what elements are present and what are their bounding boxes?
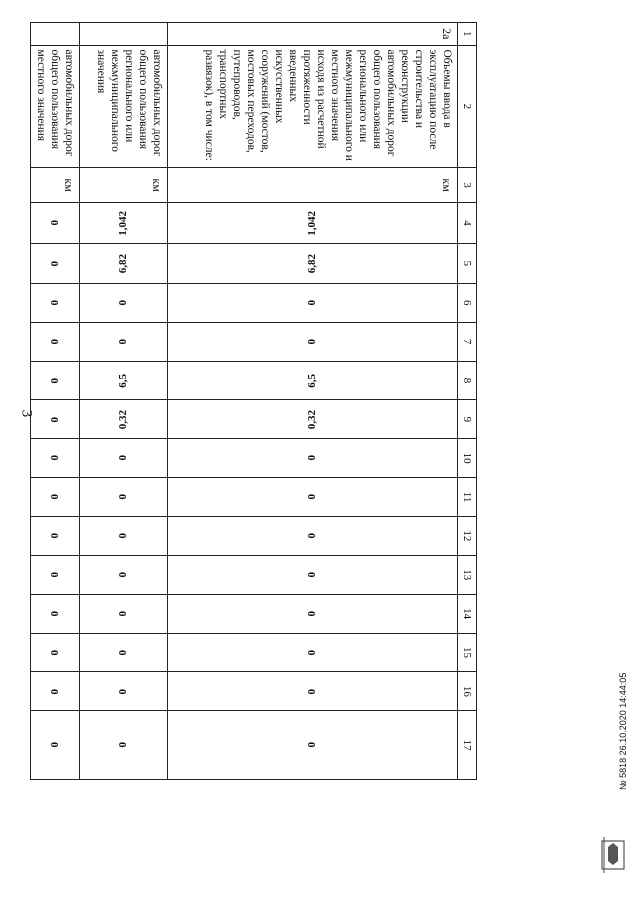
cell-c13: 0 [49, 572, 61, 578]
cell-c10: 0 [49, 455, 61, 461]
cell-c17: 0 [117, 742, 130, 748]
cell-c15: 0 [306, 649, 319, 656]
cell-c11: 0 [49, 494, 61, 500]
col-header-9: 9 [458, 400, 477, 439]
col-header-13: 13 [458, 555, 477, 594]
cell-c8: 6,5 [117, 373, 130, 388]
cell-c16: 0 [306, 688, 319, 695]
col-header-3: 3 [458, 168, 477, 203]
row-name: Объемы ввода в эксплуатацию после строительства и реконструкции автомобильных дорог общего пользования регионального или межмуниципального и местного значения исходя из расчетной протяженности введенных искусственных сооружений (мостов, мостовых переходов, путепроводов, транспортных развязок), в том числе: [168, 45, 458, 168]
cell-c11: 0 [117, 494, 130, 500]
row-number [80, 23, 168, 46]
cell-c14: 0 [117, 610, 130, 617]
cell-c11: 0 [306, 494, 319, 500]
col-header-14: 14 [458, 594, 477, 633]
col-header-10: 10 [458, 439, 477, 478]
col-header-7: 7 [458, 322, 477, 361]
column-number-row [458, 23, 477, 780]
row-number [31, 23, 80, 46]
cell-c12: 0 [117, 533, 130, 539]
cell-c15: 0 [49, 649, 61, 656]
cell-c10: 0 [117, 455, 130, 461]
cell-c12: 0 [306, 533, 319, 539]
cell-c14: 0 [306, 610, 319, 617]
cell-c14: 0 [49, 610, 61, 617]
table-row [80, 23, 168, 780]
table-row [168, 23, 458, 780]
row-number: 2a [168, 23, 458, 46]
cell-c8: 0 [49, 377, 61, 384]
cell-c16: 0 [117, 688, 130, 695]
table-row [31, 23, 80, 780]
cell-c16: 0 [49, 688, 61, 695]
cell-c17: 0 [49, 742, 61, 748]
cell-c6: 0 [49, 299, 61, 306]
cell-c9: 0,32 [117, 409, 130, 429]
cell-c6: 0 [117, 299, 130, 306]
page-number: 3 [18, 409, 35, 418]
col-header-11: 11 [458, 478, 477, 517]
cell-c13: 0 [306, 572, 319, 578]
cell-c9: 0 [49, 416, 61, 423]
cell-c5: 6,82 [117, 253, 130, 273]
col-header-2: 2 [458, 45, 477, 168]
row-name: автомобильных дорог общего пользования местного значения [31, 45, 80, 168]
col-header-1: 1 [458, 23, 477, 46]
col-header-17: 17 [458, 711, 477, 780]
row-unit: км [80, 168, 168, 203]
cell-c4: 1,042 [117, 210, 130, 236]
cell-c7: 0 [117, 338, 130, 345]
col-header-4: 4 [458, 203, 477, 244]
cell-c17: 0 [306, 742, 319, 748]
col-header-16: 16 [458, 672, 477, 711]
row-unit: км [31, 168, 80, 203]
cell-c7: 0 [306, 338, 319, 345]
row-unit: км [168, 168, 458, 203]
col-header-12: 12 [458, 516, 477, 555]
coat-of-arms-icon [600, 835, 626, 875]
col-header-5: 5 [458, 243, 477, 283]
cell-c15: 0 [117, 649, 130, 656]
col-header-6: 6 [458, 283, 477, 322]
cell-c4: 0 [49, 220, 61, 226]
cell-c10: 0 [306, 455, 319, 461]
cell-c5: 0 [49, 260, 61, 267]
cell-c6: 0 [306, 299, 319, 306]
col-header-15: 15 [458, 633, 477, 672]
cell-c5: 6,82 [306, 253, 319, 273]
col-header-8: 8 [458, 361, 477, 400]
table-wrapper [35, 22, 477, 780]
cell-c9: 0,32 [306, 409, 319, 429]
cell-c8: 6,5 [306, 373, 319, 388]
row-name: автомобильных дорог общего пользования регионального или межмуниципального значения [80, 45, 168, 168]
cell-c13: 0 [117, 572, 130, 578]
cell-c4: 1,042 [306, 210, 319, 236]
registration-stamp: № 5818 26.10.2020 14:44:05 [618, 672, 628, 790]
data-table [30, 22, 477, 780]
cell-c7: 0 [49, 338, 61, 345]
cell-c12: 0 [49, 533, 61, 539]
